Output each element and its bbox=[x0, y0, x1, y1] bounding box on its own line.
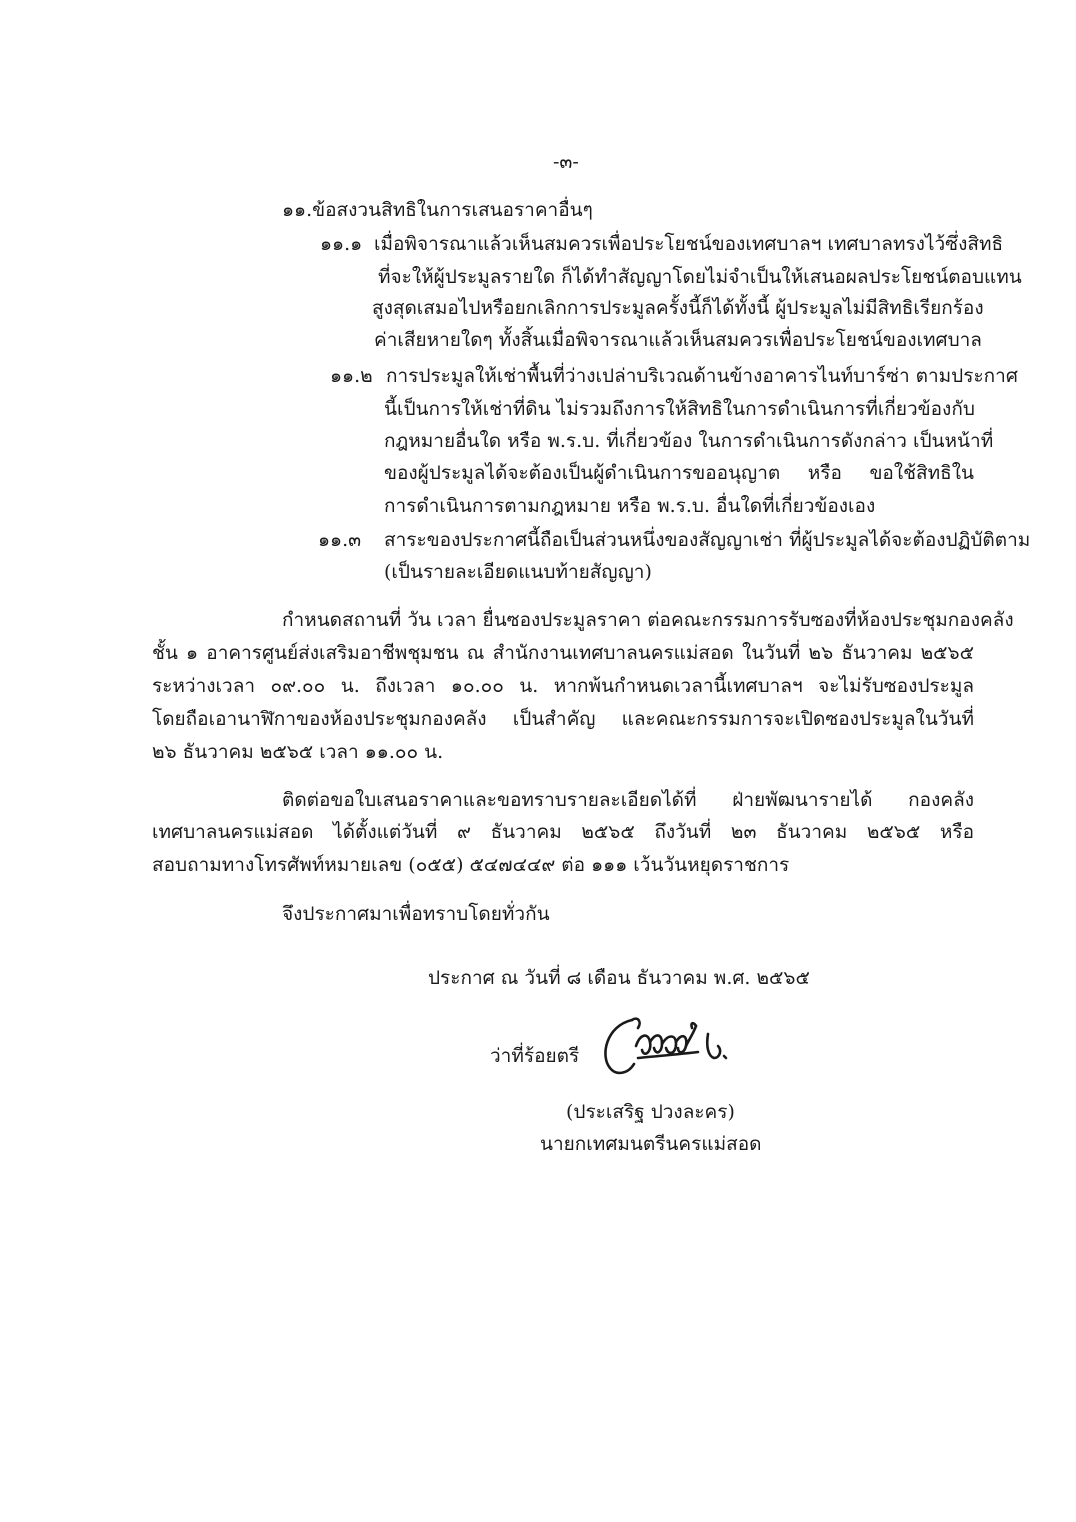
announcement-date: ประกาศ ณ วันที่ ๘ เดือน ธันวาคม พ.ศ. ๒๕๖๕ bbox=[428, 967, 810, 989]
item-number: ๑๑.๑ bbox=[320, 233, 363, 255]
item-line: สูงสุดเสมอไปหรือยกเลิกการประมูลครั้งนี้ก็ได้ทั้งนี้ ผู้ประมูลไม่มีสิทธิเรียกร้อง bbox=[372, 297, 984, 319]
item-line: สาระของประกาศนี้ถือเป็นส่วนหนึ่งของสัญญาเช่า ที่ผู้ประมูลได้จะต้องปฏิบัติตาม bbox=[384, 529, 1031, 551]
item-line: (เป็นรายละเอียดแนบท้ายสัญญา) bbox=[384, 561, 652, 583]
paragraph-line: ติดต่อขอใบเสนอราคาและขอทราบรายละเอียดได้ที่ ฝ่ายพัฒนารายได้ กองคลัง bbox=[282, 789, 974, 811]
paragraph-line: ชั้น ๑ อาคารศูนย์ส่งเสริมอาชีพชุมชน ณ สำนักงานเทศบาลนครแม่สอด ในวันที่ ๒๖ ธันวาคม ๒๕๖๕ bbox=[152, 642, 974, 664]
paragraph-line: ๒๖ ธันวาคม ๒๕๖๕ เวลา ๑๑.๐๐ น. bbox=[152, 741, 444, 763]
paragraph-line: กำหนดสถานที่ วัน เวลา ยื่นซองประมูลราคา ต่อคณะกรรมการรับซองที่ห้องประชุมกองคลัง bbox=[282, 609, 1014, 631]
paragraph-line: สอบถามทางโทรศัพท์หมายเลข (๐๕๕) ๕๔๗๔๔๙ ต่อ ๑๑๑ เว้นวันหยุดราชการ bbox=[152, 854, 790, 876]
item-line: นี้เป็นการให้เช่าที่ดิน ไม่รวมถึงการให้สิทธิในการดำเนินการที่เกี่ยวข้องกับ bbox=[384, 398, 975, 420]
item-number: ๑๑.๒ bbox=[330, 365, 373, 387]
item-line: การประมูลให้เช่าพื้นที่ว่างเปล่าบริเวณด้านข้างอาคารไนท์บาร์ซ่า ตามประกาศ bbox=[386, 365, 1018, 387]
signatory-position: นายกเทศมนตรีนครแม่สอด bbox=[540, 1133, 762, 1155]
paragraph-line: โดยถือเอานาฬิกาของห้องประชุมกองคลัง เป็นสำคัญ และคณะกรรมการจะเปิดซองประมูลในวันที่ bbox=[152, 708, 974, 730]
item-line: กฎหมายอื่นใด หรือ พ.ร.บ. ที่เกี่ยวข้อง ในการดำเนินการดังกล่าว เป็นหน้าที่ bbox=[384, 430, 994, 452]
item-line: ค่าเสียหายใดๆ ทั้งสิ้นเมื่อพิจารณาแล้วเห็นสมควรเพื่อประโยชน์ของเทศบาล bbox=[374, 329, 982, 351]
item-line: ที่จะให้ผู้ประมูลรายใด ก็ได้ทำสัญญาโดยไม่จำเป็นให้เสนอผลประโยชน์ตอบแทน bbox=[378, 266, 1022, 288]
paragraph-line: เทศบาลนครแม่สอด ได้ตั้งแต่วันที่ ๙ ธันวาคม ๒๕๖๕ ถึงวันที่ ๒๓ ธันวาคม ๒๕๖๕ หรือ bbox=[152, 821, 974, 843]
paragraph-line: ระหว่างเวลา ๐๙.๐๐ น. ถึงเวลา ๑๐.๐๐ น. หากพ้นกำหนดเวลานี้เทศบาลฯ จะไม่รับซองประมูล bbox=[152, 675, 974, 697]
signatory-name: (ประเสริฐ ปวงละคร) bbox=[566, 1101, 735, 1123]
section-heading: ๑๑.ข้อสงวนสิทธิในการเสนอราคาอื่นๆ bbox=[282, 199, 593, 221]
signatory-rank: ว่าที่ร้อยตรี bbox=[490, 1045, 580, 1067]
item-line: ของผู้ประมูลได้จะต้องเป็นผู้ดำเนินการขออนุญาต หรือ ขอใช้สิทธิใน bbox=[384, 462, 974, 484]
item-line: เมื่อพิจารณาแล้วเห็นสมควรเพื่อประโยชน์ของเทศบาลฯ เทศบาลทรงไว้ซึ่งสิทธิ bbox=[374, 233, 1004, 255]
page-number: -๓- bbox=[553, 151, 579, 173]
item-line: การดำเนินการตามกฎหมาย หรือ พ.ร.บ. อื่นใดที่เกี่ยวข้องเอง bbox=[384, 495, 876, 517]
item-number: ๑๑.๓ bbox=[318, 529, 362, 551]
closing-line: จึงประกาศมาเพื่อทราบโดยทั่วกัน bbox=[282, 903, 550, 925]
handwritten-signature bbox=[598, 1012, 734, 1084]
